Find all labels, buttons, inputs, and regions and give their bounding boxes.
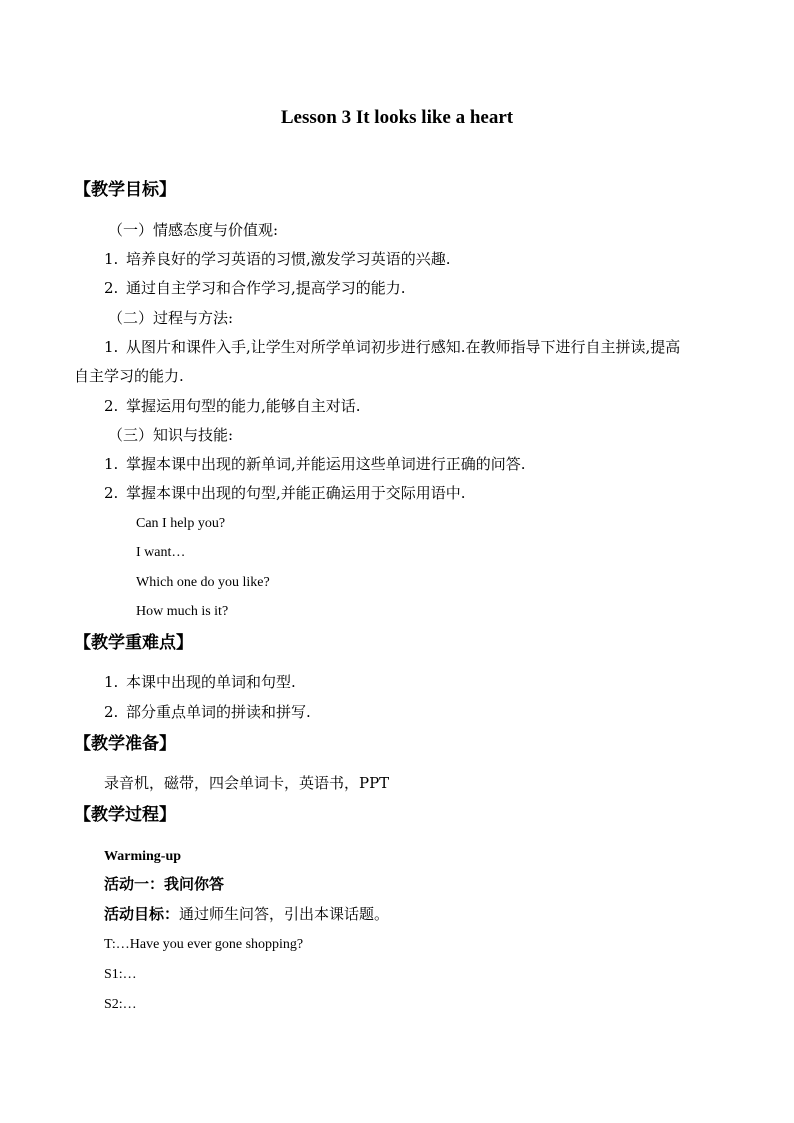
list-text: 掌握运用句型的能力,能够自主对话. — [126, 397, 361, 415]
list-number: 1. — [104, 673, 119, 691]
list-text: 培养良好的学习英语的习惯,激发学习英语的兴趣. — [126, 250, 451, 268]
subsection-attitude: （一）情感态度与价值观: — [108, 221, 279, 239]
list-item — [104, 702, 311, 722]
sentence-pattern: Can I help you? — [136, 516, 226, 531]
sentence-pattern: How much is it? — [136, 604, 229, 619]
process-heading: 【教学过程】 — [74, 805, 176, 825]
activity-title: 活动一：我问你答 — [104, 875, 225, 893]
list-text-continued: 自主学习的能力. — [74, 367, 184, 385]
list-text: 本课中出现的单词和句型. — [126, 673, 296, 691]
list-item — [104, 249, 451, 269]
list-text: 通过自主学习和合作学习,提高学习的能力. — [126, 279, 406, 297]
activity-goal-label: 活动目标： — [104, 905, 180, 923]
list-text: 掌握本课中出现的句型,并能正确运用于交际用语中. — [126, 484, 466, 502]
list-item — [104, 672, 296, 692]
list-number: 1. — [104, 250, 119, 268]
list-number: 2. — [104, 703, 119, 721]
dialogue-line: S1:… — [104, 967, 137, 982]
list-number: 2. — [104, 484, 119, 502]
objectives-heading: 【教学目标】 — [74, 180, 176, 200]
list-number: 1. — [104, 338, 119, 356]
preparation-heading: 【教学准备】 — [74, 734, 176, 754]
warmup-label: Warming-up — [104, 849, 182, 864]
list-item — [104, 278, 406, 298]
list-item — [104, 483, 466, 503]
dialogue-line: S2:… — [104, 997, 137, 1012]
subsection-knowledge: （三）知识与技能: — [108, 426, 234, 444]
preparation-text: 录音机，磁带，四会单词卡，英语书，PPT — [104, 774, 390, 792]
list-text: 从图片和课件入手,让学生对所学单词初步进行感知.在教师指导下进行自主拼读,提高 — [126, 338, 681, 356]
subsection-process: （二）过程与方法: — [108, 309, 234, 327]
lesson-title: Lesson 3 It looks like a heart — [280, 107, 514, 128]
dialogue-line: T:…Have you ever gone shopping? — [104, 937, 304, 952]
list-text: 掌握本课中出现的新单词,并能运用这些单词进行正确的问答. — [126, 455, 526, 473]
list-item — [104, 337, 680, 357]
list-number: 1. — [104, 455, 119, 473]
sentence-pattern: Which one do you like? — [136, 575, 270, 590]
activity-goal-text: 通过师生问答，引出本课话题。 — [179, 905, 390, 923]
list-number: 2. — [104, 397, 119, 415]
list-number: 2. — [104, 279, 119, 297]
list-item — [104, 454, 526, 474]
activity-goal — [104, 904, 389, 924]
list-text: 部分重点单词的拼读和拼写. — [126, 703, 311, 721]
sentence-pattern: I want… — [136, 545, 186, 560]
list-item — [104, 396, 361, 416]
difficulties-heading: 【教学重难点】 — [74, 633, 193, 653]
